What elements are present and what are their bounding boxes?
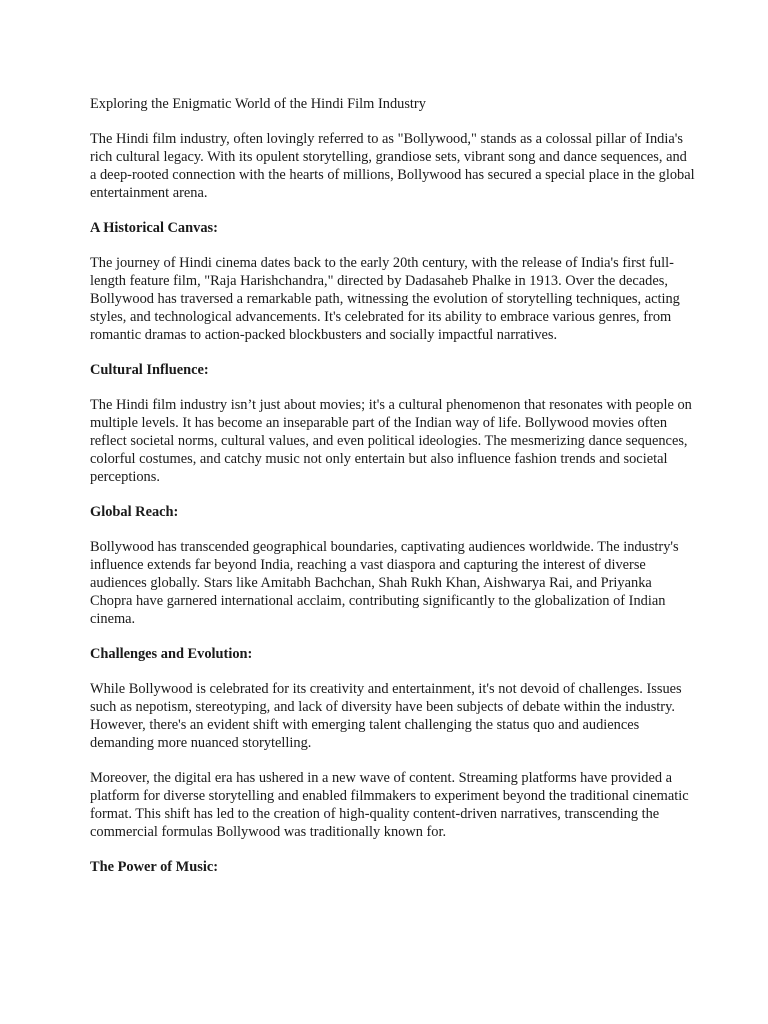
section-paragraph: The Hindi film industry isn’t just about movies; it's a cultural phenomenon that resonates with people on multiple levels. It has become an inseparable part of the Indian way of life. Bollywood movies often reflect societal norms, cultural values, and even political ideologies. The mesmerizing dance sequences, colorful costumes, and catchy music not only entertain but also influence fashion trends and societal perceptions. bbox=[90, 397, 692, 485]
section-paragraph: Bollywood has transcended geographical boundaries, captivating audiences worldwide. The industry's influence extends far beyond India, reaching a vast diaspora and capturing the interest of diverse audiences globally. Stars like Amitabh Bachchan, Shah Rukh Khan, Aishwarya Rai, and Priyanka Chopra have garnered international acclaim, contributing significantly to the globalization of Indian cinema. bbox=[90, 539, 679, 627]
section-paragraph: The journey of Hindi cinema dates back to the early 20th century, with the release of India's first full-length feature film, "Raja Harishchandra," directed by Dadasaheb Phalke in 1913. Over the decades, Bollywood has traversed a remarkable path, witnessing the evolution of storytelling techniques, acting styles, and technological advancements. It's celebrated for its ability to embrace various genres, from romantic dramas to action-packed blockbusters and socially impactful narratives. bbox=[90, 255, 680, 343]
section-paragraph: While Bollywood is celebrated for its creativity and entertainment, it's not devoid of challenges. Issues such as nepotism, stereotyping, and lack of diversity have been subjects of debate within the industry. However, there's an evident shift with emerging talent challenging the status quo and audiences demanding more nuanced storytelling. bbox=[90, 681, 682, 751]
section-heading-cultural-influence: Cultural Influence: bbox=[90, 362, 209, 378]
section-heading-global-reach: Global Reach: bbox=[90, 504, 179, 520]
intro-paragraph: The Hindi film industry, often lovingly referred to as "Bollywood," stands as a colossal pillar of India's rich cultural legacy. With its opulent storytelling, grandiose sets, vibrant song and dance sequences, and a deep-rooted connection with the hearts of millions, Bollywood has secured a special place in the global entertainment arena. bbox=[90, 131, 695, 201]
document-title: Exploring the Enigmatic World of the Hindi Film Industry bbox=[90, 96, 426, 112]
section-heading-challenges-evolution: Challenges and Evolution: bbox=[90, 646, 253, 662]
section-heading-historical-canvas: A Historical Canvas: bbox=[90, 220, 218, 236]
section-paragraph: Moreover, the digital era has ushered in a new wave of content. Streaming platforms have provided a platform for diverse storytelling and enabled filmmakers to experiment beyond the traditional cinematic format. This shift has led to the creation of high-quality content-driven narratives, transcending the commercial formulas Bollywood was traditionally known for. bbox=[90, 770, 689, 840]
section-heading-power-of-music: The Power of Music: bbox=[90, 859, 219, 875]
